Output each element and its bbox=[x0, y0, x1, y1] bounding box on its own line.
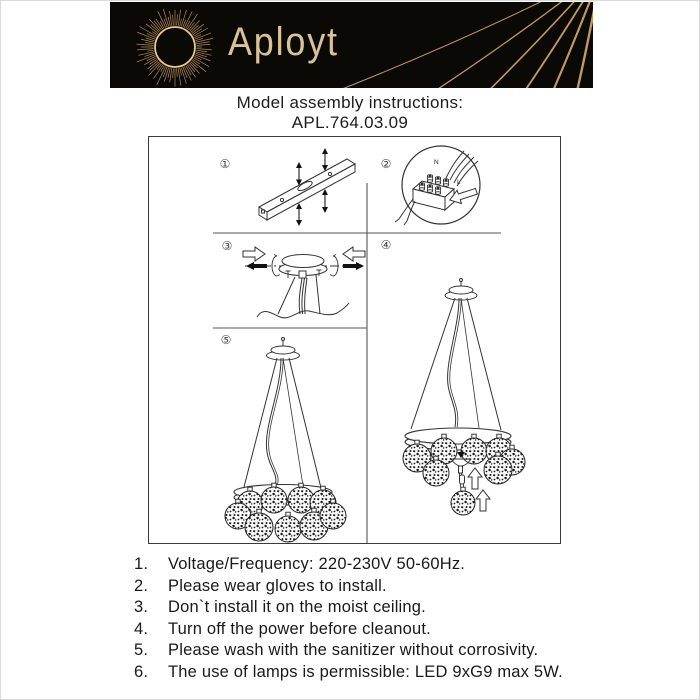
item-number: 5. bbox=[134, 641, 149, 659]
instruction-item bbox=[134, 662, 594, 684]
step-5-label: ⑤ bbox=[220, 333, 232, 347]
item-number: 3. bbox=[134, 598, 149, 616]
step-1-label: ① bbox=[219, 157, 231, 171]
page-title: Model assembly instructions: bbox=[236, 93, 464, 112]
left-screw-icon bbox=[246, 262, 254, 270]
step-2-label: ② bbox=[380, 157, 392, 171]
step-5-assembled-chandelier-diagram bbox=[225, 338, 346, 543]
item-text: Please wear gloves to install. bbox=[168, 576, 387, 595]
step-4-shade-install-diagram bbox=[403, 279, 525, 516]
step-3-label: ③ bbox=[221, 239, 233, 253]
suspension-cable bbox=[316, 275, 320, 314]
right-screw-icon bbox=[343, 264, 356, 268]
suspension-cable bbox=[467, 298, 501, 430]
suspension-cable bbox=[289, 358, 321, 488]
assembly-diagram bbox=[149, 137, 560, 543]
suspension-cable bbox=[461, 298, 479, 428]
step-1-bracket-diagram bbox=[259, 148, 355, 226]
instruction-item bbox=[134, 640, 594, 662]
item-number: 6. bbox=[134, 662, 149, 681]
item-number: 2. bbox=[134, 576, 149, 595]
push-left-arrow-icon bbox=[343, 247, 365, 261]
g9-bulb bbox=[460, 475, 465, 487]
item-number: 4. bbox=[134, 619, 149, 638]
instruction-item bbox=[134, 554, 594, 576]
suspension-cable bbox=[283, 358, 303, 486]
detached-shade bbox=[451, 487, 475, 515]
brand-banner bbox=[110, 2, 593, 88]
item-text: Voltage/Frequency: 220-230V 50-60Hz. bbox=[168, 555, 466, 573]
power-cord bbox=[450, 298, 461, 427]
item-text: Please wash with the sanitizer without corrosivity. bbox=[168, 641, 539, 659]
item-text: The use of lamps is permissible: LED 9xG9 max 5W. bbox=[168, 662, 563, 681]
up-arrow-icon bbox=[476, 490, 490, 511]
item-text: Don`t install it on the moist ceiling. bbox=[168, 598, 426, 616]
item-text: Turn off the power before cleanout. bbox=[168, 619, 431, 638]
instruction-item bbox=[134, 597, 594, 619]
instruction-item bbox=[134, 576, 594, 598]
brand-name: Aployt bbox=[228, 20, 339, 64]
suspension-cable bbox=[278, 277, 295, 314]
item-number: 1. bbox=[134, 555, 149, 573]
up-arrow-icon bbox=[468, 468, 482, 489]
step-2-wiring-diagram bbox=[395, 146, 480, 225]
power-cord bbox=[299, 278, 307, 314]
instructions-list bbox=[134, 554, 594, 683]
banner-art bbox=[110, 2, 593, 88]
wire-label-l: L bbox=[457, 179, 461, 186]
wire-label-n: N bbox=[434, 159, 439, 166]
sunburst-logo-icon bbox=[137, 9, 214, 87]
step-3-canopy-diagram bbox=[243, 247, 365, 318]
instruction-item bbox=[134, 619, 594, 641]
assembly-diagram-box bbox=[148, 136, 561, 544]
ceiling-sketch-line bbox=[257, 303, 349, 318]
power-cord bbox=[448, 298, 459, 427]
model-number: APL.764.03.09 bbox=[291, 113, 409, 132]
push-right-arrow-icon bbox=[243, 247, 265, 261]
step-4-label: ④ bbox=[380, 238, 392, 252]
